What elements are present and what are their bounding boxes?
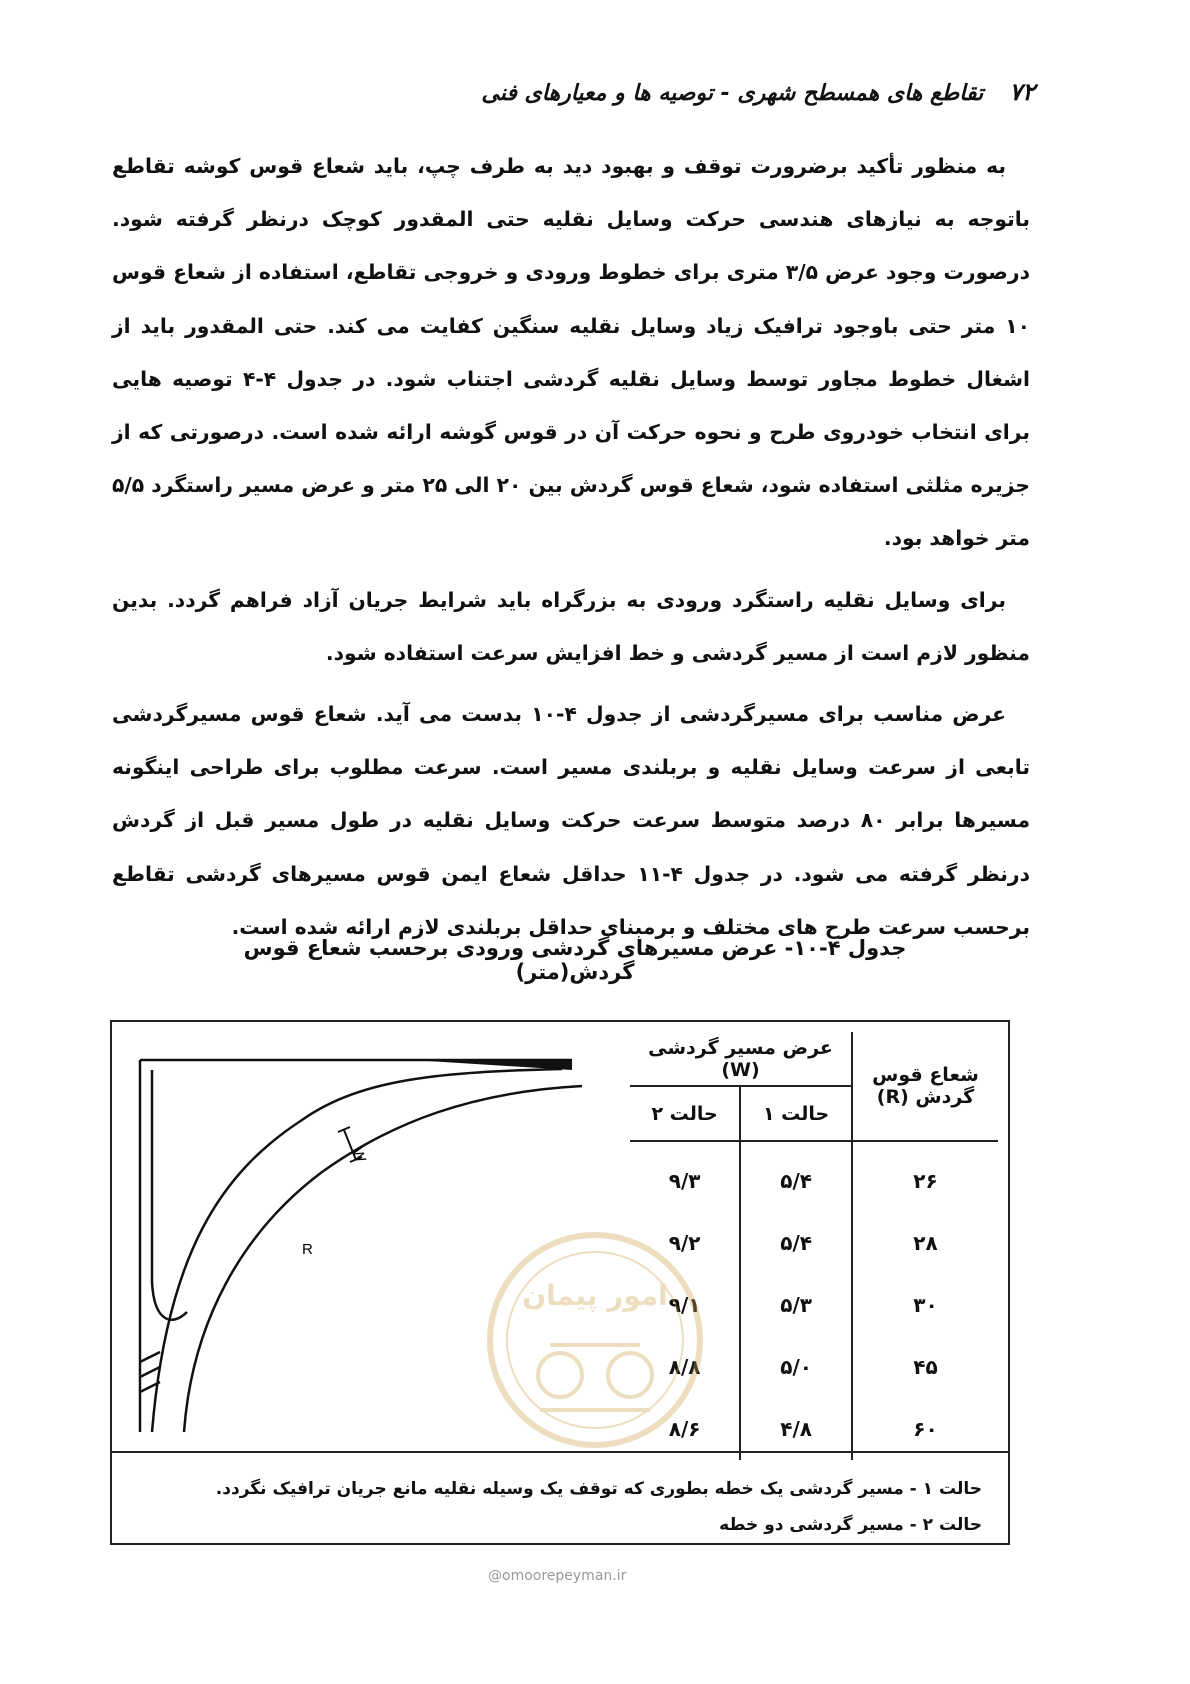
radius-cell: ۳۰ [852,1274,998,1336]
watermark-url: @omoorepeyman.ir [488,1568,627,1584]
width-header: عرض مسیر گردشی (W) [630,1032,852,1086]
table-caption: جدول ۴-۱۰- عرض مسیرهای گردشی ورودی برحسب شعاع قوس گردش(متر) [243,936,907,984]
case2-cell: ۸/۸ [668,1355,701,1379]
case1-cell: ۵/۰ [740,1336,852,1398]
case1-cell: ۵/۴ [740,1141,852,1212]
radius-cell: ۲۶ [852,1141,998,1212]
body-text [112,140,1030,962]
paragraph: به منظور تأکید برضرورت توقف و بهبود دید به طرف چپ، باید شعاع قوس کوشه تقاطع باتوجه به نیازهای هندسی حرکت وسایل نقلیه حتی المقدور کوچک درنظر گرفته شود. درصورت وجود عرض ۳/۵ متری برای خطوط ورودی و خروجی تقاطع، استفاده از شعاع قوس ۱۰ متر حتی باوجود ترافیک زیاد وسایل نقلیه سنگین کفایت می کند. حتی المقدور باید از اشغال خطوط مجاور توسط وسایل نقلیه گردشی اجتناب شود. در جدول ۴-۴ توصیه هایی برای انتخاب خودروی طرح و نحوه حرکت آن در قوس گوشه ارائه شده است. درصورتی که از جزیره مثلثی استفاده شود، شعاع قوس گردش بین ۲۰ الی ۲۵ متر و عرض مسیر راستگرد ۵/۵ متر خواهد بود. [112,154,1031,551]
case2-header: حالت ۲ [630,1086,740,1141]
radius-cell: ۶۰ [852,1398,998,1460]
paragraph: عرض مناسب برای مسیرگردشی از جدول ۴-۱۰ بدست می آید. شعاع قوس مسیرگردشی تابعی از سرعت وسایل نقلیه و بربلندی مسیر است. سرعت مطلوب برای طراحی اینگونه مسیرها برابر ۸۰ درصد متوسط سرعت حرکت وسایل نقلیه در طول مسیر قبل از گردش درنظر گرفته می شود. در جدول ۴-۱۱ حداقل شعاع ایمن قوس مسیرهای گردشی تقاطع برحسب سرعت طرح های مختلف و برمبنای حداقل بربلندی لازم ارائه شده است. [112,702,1030,939]
case2-cell: ۹/۲ [668,1231,701,1255]
radius-label: R [302,1241,313,1258]
running-title: تقاطع های همسطح شهری - توصیه ها و معیارهای فنی [481,81,984,106]
note-case1: حالت ۱ - مسیر گردشی یک خطه بطوری که توقف یک وسیله نقلیه مانع جریان ترافیک نگردد. [215,1479,982,1499]
width-label: W [348,1145,370,1165]
page-header [470,78,1035,106]
table-notes [112,1451,1008,1543]
case1-cell: ۵/۴ [740,1212,852,1274]
case2-cell: ۸/۶ [668,1417,701,1441]
paragraph: برای وسایل نقلیه راستگرد ورودی به بزرگراه باید شرایط جریان آزاد فراهم گردد. بدین منظور لازم است از مسیر گردشی و خط افزایش سرعت استفاده شود. [112,587,1030,665]
note-case2: حالت ۲ - مسیر گردشی دو خطه [719,1515,982,1535]
radius-header: شعاع قوس گردش (R) [852,1032,998,1141]
case1-cell: ۴/۸ [740,1398,852,1460]
radius-cell: ۲۸ [852,1212,998,1274]
diagram-entry-curb [152,1070,187,1320]
page-number: ۷۲ [1009,78,1035,106]
diagram-top-wedge [412,1060,572,1070]
radius-cell: ۴۵ [852,1336,998,1398]
case2-cell: ۹/۱ [668,1293,701,1317]
case2-cell: ۹/۳ [668,1169,701,1193]
watermark-text: امور پیمان [522,1279,668,1312]
case1-cell: ۵/۳ [740,1274,852,1336]
table-row [630,1141,998,1212]
case1-header: حالت ۱ [740,1086,852,1141]
watermark-logo [480,1225,710,1455]
